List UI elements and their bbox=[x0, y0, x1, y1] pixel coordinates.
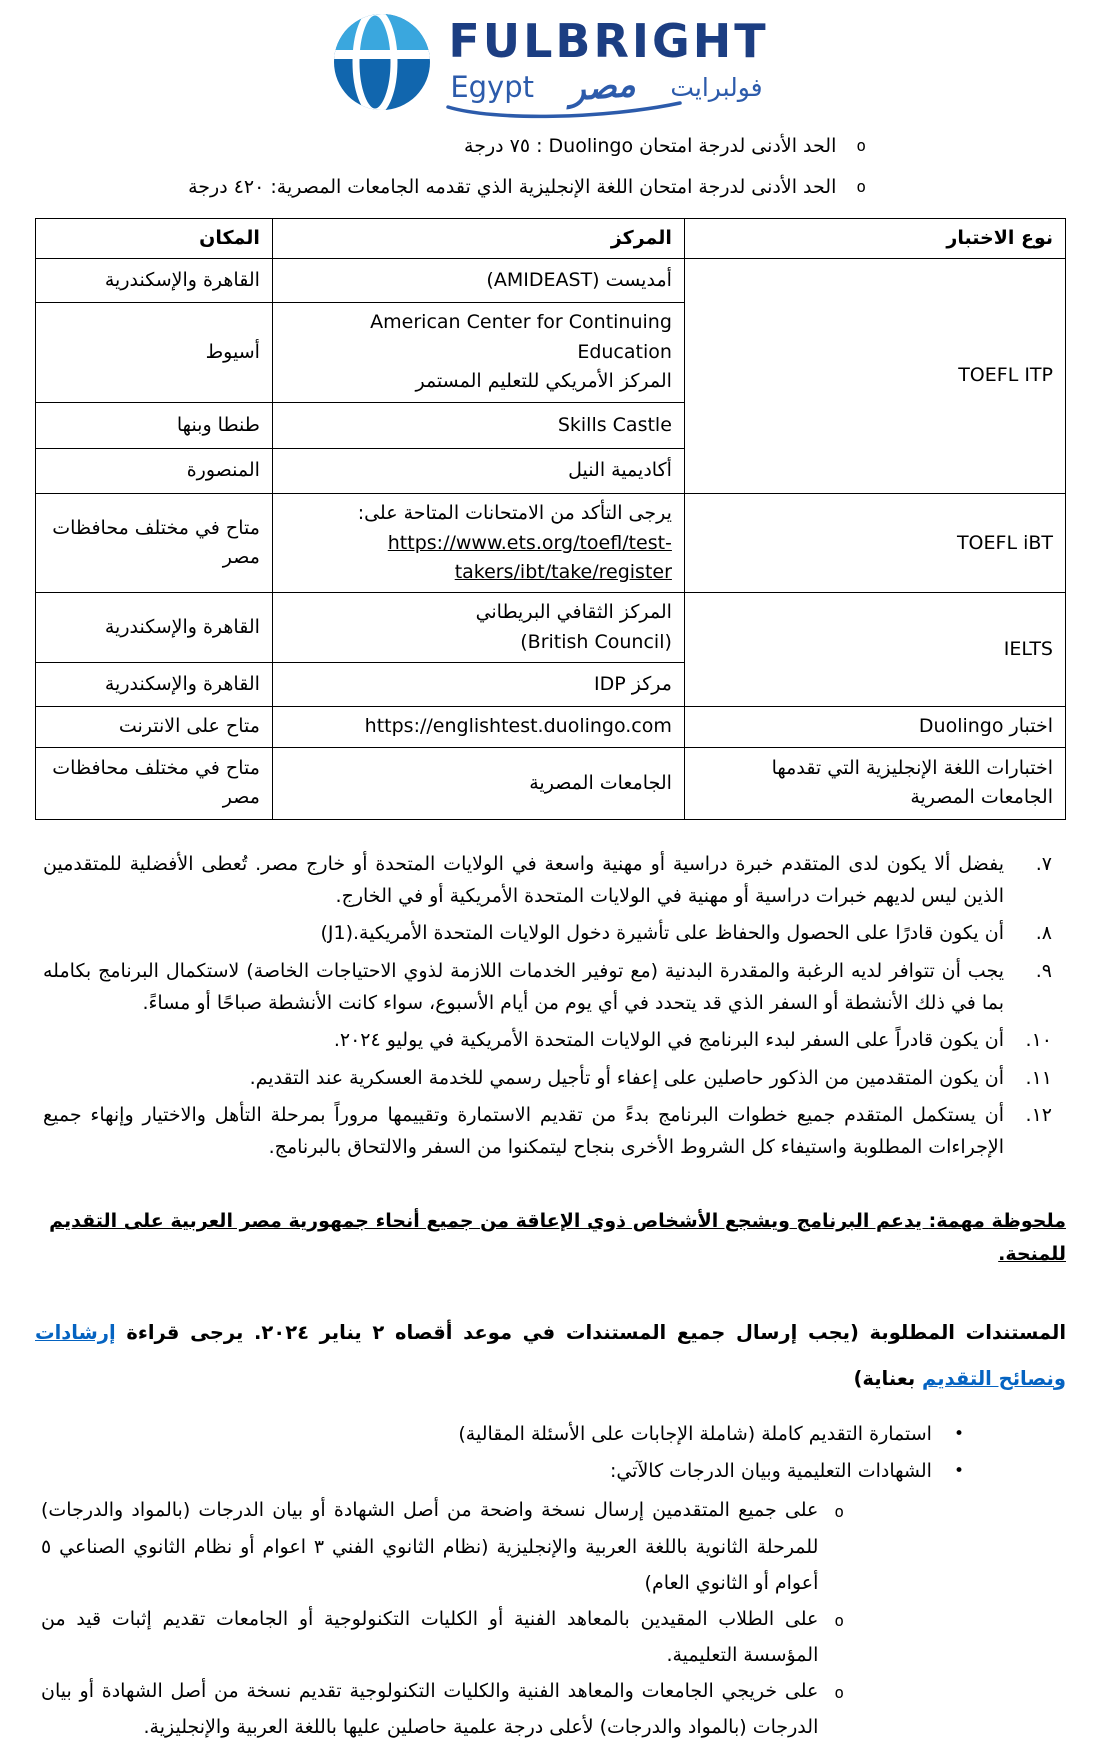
important-note-label: ملحوظة مهمة: bbox=[928, 1210, 1066, 1233]
ets-note-text: يرجى التأكد من الامتحانات المتاحة على: bbox=[357, 502, 672, 525]
table-row bbox=[36, 747, 1066, 819]
column-header-place: المكان bbox=[36, 218, 273, 258]
duolingo-test-url: https://englishtest.duolingo.com bbox=[272, 707, 684, 747]
important-note bbox=[35, 1205, 1066, 1270]
center-idp: مركز IDP bbox=[272, 663, 684, 707]
eligibility-text: أن يستكمل المتقدم جميع خطوات البرنامج بدءً من تقديم الاستمارة وتقييمها مروراً بمرحلة التأهل والاختيار وإنهاء جميع الإجراءات المطلوبة واستيفاء كل الشروط الأخرى بنجاح ليتمكنوا من السفر والالتحاق بالبرنامج. bbox=[43, 1103, 1004, 1159]
documents-bullet-list bbox=[35, 1416, 1066, 1491]
documents-heading-suffix: بعناية) bbox=[853, 1366, 922, 1390]
important-note-text: يدعم البرنامج ويشجع الأشخاص ذوي الإعاقة من جميع أنحاء جمهورية مصر العربية على التقديم للمنحة. bbox=[49, 1210, 1066, 1265]
eligibility-text: يجب أن تتوافر لديه الرغبة والمقدرة البدنية (مع توفير الخدمات اللازمة لذوي الاحتياجات الخاصة) لاستكمال البرنامج بكامله بما في ذلك الأنشطة أو السفر الذي قد يتحدد في أي يوم من أيام الأسبوع، سواء كانت الأنشطة صباحًا أو مساءً. bbox=[43, 959, 1004, 1014]
circle-bullet-icon: o bbox=[856, 176, 866, 196]
center-egyptian-universities: الجامعات المصرية bbox=[272, 747, 684, 819]
center-skills-castle: Skills Castle bbox=[272, 403, 684, 449]
place-cell: القاهرة والإسكندرية bbox=[36, 663, 273, 707]
logo-text-block bbox=[448, 13, 769, 110]
center-amideast: أمديست (AMIDEAST) bbox=[272, 259, 684, 303]
item-number: ٨. bbox=[1035, 922, 1052, 945]
table-row bbox=[36, 707, 1066, 747]
eligibility-text: أن يكون قادراً على السفر لبدء البرنامج في الولايات المتحدة الأمريكية في يوليو ٢٠٢٤. bbox=[333, 1029, 1004, 1052]
list-item bbox=[35, 167, 1066, 208]
logo-fulbright-arabic: فولبرايت bbox=[670, 72, 763, 102]
column-header-center: المركز bbox=[272, 218, 684, 258]
test-type-ielts: IELTS bbox=[684, 593, 1065, 707]
required-documents-heading bbox=[35, 1310, 1066, 1402]
document-item-text: استمارة التقديم كاملة (شاملة الإجابات على الأسئلة المقالية) bbox=[458, 1422, 932, 1445]
documents-heading-prefix: المستندات المطلوبة (يجب إرسال جميع المستندات في موعد أقصاه ٢ يناير ٢٠٢٤. يرجى قراءة bbox=[115, 1321, 1067, 1345]
center-ets-registration bbox=[272, 494, 684, 593]
sub-document-item-text: على جميع المتقدمين إرسال نسخة واضحة من أصل الشهادة أو بيان الدرجات (بالمواد والدرجات) للمرحلة الثانوية باللغة العربية والإنجليزية (نظام الثانوي الفني ٣ اعوام أو نظام الثانوي الصناعي ٥ أعوام أو الثانوي العام) bbox=[41, 1499, 819, 1594]
table-row bbox=[36, 593, 1066, 663]
list-item bbox=[35, 1453, 1066, 1490]
eligibility-text: أن يكون المتقدمين من الذكور حاصلين على إعفاء أو تأجيل رسمي للخدمة العسكرية عند التقديم. bbox=[249, 1066, 1004, 1089]
center-nile-academy: أكاديمية النيل bbox=[272, 449, 684, 494]
center-ace-arabic: المركز الأمريكي للتعليم المستمر bbox=[415, 370, 672, 393]
circle-bullet-icon: o bbox=[834, 1502, 844, 1522]
item-number: ١٠. bbox=[1025, 1029, 1052, 1052]
eligibility-text: يفضل ألا يكون لدى المتقدم خبرة دراسية أو مهنية واسعة في الولايات المتحدة أو خارج مصر. تُعطى الأفضلية للمتقدمين الذين ليس لديهم خبرات دراسية أو مهنية في الولايات المتحدة الأمريكية أو في الخارج. bbox=[43, 852, 1004, 908]
item-number: ١٢. bbox=[1025, 1103, 1052, 1126]
eligibility-text: أن يكون قادرًا على الحصول والحفاظ على تأشيرة دخول الولايات المتحدة الأمريكية.(J1) bbox=[320, 922, 1004, 945]
center-ace-english: American Center for Continuing Education bbox=[370, 311, 672, 363]
place-cell: متاح في مختلف محافظات مصر bbox=[36, 747, 273, 819]
logo-misr-script: مصر bbox=[567, 64, 637, 110]
place-cell: القاهرة والإسكندرية bbox=[36, 259, 273, 303]
globe-icon bbox=[332, 12, 432, 112]
list-item bbox=[35, 1099, 1066, 1164]
test-type-duolingo: اختبار Duolingo bbox=[684, 707, 1065, 747]
logo-swoosh-stroke bbox=[444, 101, 684, 121]
list-item bbox=[35, 848, 1066, 913]
minimum-score-bullets bbox=[35, 126, 1066, 208]
list-item bbox=[35, 126, 1066, 167]
place-cell: القاهرة والإسكندرية bbox=[36, 593, 273, 663]
list-item bbox=[35, 1024, 1066, 1056]
application-guidelines-link[interactable]: إرشادات ونصائح التقديم bbox=[35, 1321, 1066, 1390]
list-item bbox=[35, 1062, 1066, 1094]
table-row bbox=[36, 494, 1066, 593]
sub-document-item-text: على خريجي الجامعات والمعاهد الفنية والكليات التكنولوجية تقديم نسخة من أصل الشهادة أو بيان الدرجات (بالمواد والدرجات) لأعلى درجة علمية حاصلين عليها باللغة العربية والإنجليزية. bbox=[41, 1679, 819, 1738]
disc-bullet-icon: • bbox=[953, 1461, 964, 1482]
circle-bullet-icon: o bbox=[834, 1610, 844, 1630]
ets-registration-link[interactable]: https://www.ets.org/toefl/test-takers/ibt/take/register bbox=[387, 531, 672, 583]
british-council-arabic: المركز الثقافي البريطاني bbox=[475, 601, 672, 624]
place-cell: أسيوط bbox=[36, 303, 273, 403]
english-tests-table bbox=[35, 218, 1066, 820]
brand-wordmark: FULBRIGHT bbox=[448, 13, 769, 68]
test-type-toefl-itp: TOEFL ITP bbox=[684, 259, 1065, 494]
circle-bullet-icon: o bbox=[834, 1682, 844, 1702]
logo-egypt-label: Egypt bbox=[450, 70, 535, 105]
sub-document-item-text: على الطلاب المقيدين بالمعاهد الفنية أو الكليات التكنولوجية أو الجامعات تقديم إثبات قيد من المؤسسة التعليمية. bbox=[41, 1607, 819, 1666]
disc-bullet-icon: • bbox=[953, 1423, 964, 1444]
duolingo-minimum-score: الحد الأدنى لدرجة امتحان Duolingo : ٧٥ درجة bbox=[464, 135, 837, 157]
fulbright-egypt-logo bbox=[35, 6, 1066, 118]
test-type-egyptian-universities: اختبارات اللغة الإنجليزية التي تقدمها الجامعات المصرية bbox=[684, 747, 1065, 819]
circle-bullet-icon: o bbox=[856, 136, 866, 155]
logo-subline bbox=[448, 64, 768, 110]
item-number: ٧. bbox=[1035, 852, 1052, 875]
documents-sub-bullet-list bbox=[35, 1492, 1066, 1745]
center-british-council bbox=[272, 593, 684, 663]
list-item bbox=[35, 1601, 1066, 1673]
british-council-english: (British Council) bbox=[520, 630, 672, 653]
place-cell: متاح على الانترنت bbox=[36, 707, 273, 747]
test-type-toefl-ibt: TOEFL iBT bbox=[684, 494, 1065, 593]
column-header-test-type: نوع الاختبار bbox=[684, 218, 1065, 258]
list-item bbox=[35, 917, 1066, 949]
eligibility-numbered-list bbox=[35, 848, 1066, 1164]
place-cell: متاح في مختلف محافظات مصر bbox=[36, 494, 273, 593]
place-cell: المنصورة bbox=[36, 449, 273, 494]
place-cell: طنطا وبنها bbox=[36, 403, 273, 449]
center-ace bbox=[272, 303, 684, 403]
list-item bbox=[35, 1673, 1066, 1745]
university-test-minimum-score: الحد الأدنى لدرجة امتحان اللغة الإنجليزية الذي تقدمه الجامعات المصرية: ٤٢٠ درجة bbox=[188, 175, 837, 198]
table-row bbox=[36, 259, 1066, 303]
document-item-text: الشهادات التعليمية وبيان الدرجات كالآتي: bbox=[609, 1460, 932, 1483]
list-item bbox=[35, 955, 1066, 1020]
table-header-row bbox=[36, 218, 1066, 258]
item-number: ٩. bbox=[1035, 959, 1052, 982]
list-item bbox=[35, 1492, 1066, 1600]
list-item bbox=[35, 1416, 1066, 1453]
item-number: ١١. bbox=[1025, 1066, 1052, 1089]
